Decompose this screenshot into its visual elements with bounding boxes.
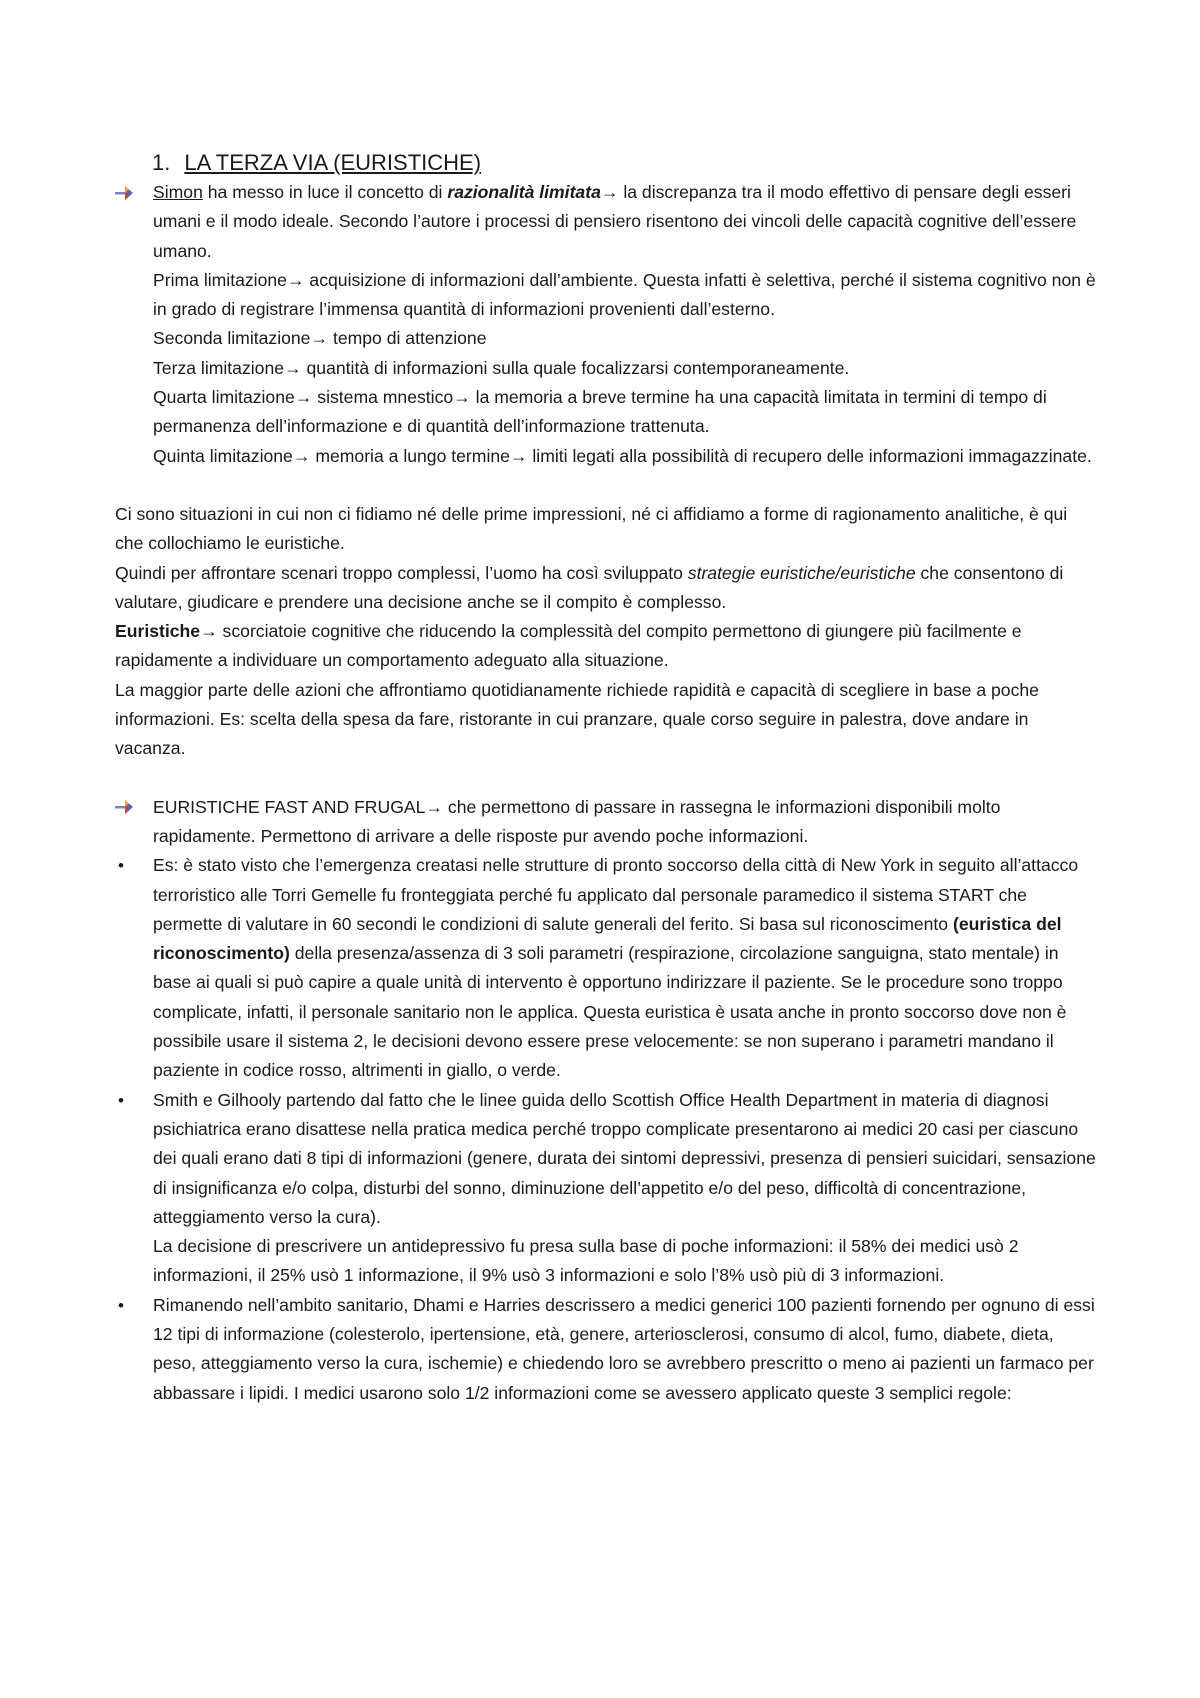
euristica-riconoscimento-term: (euristica del riconoscimento) <box>153 913 1062 964</box>
strategie-euristiche-term: strategie euristiche/euristiche <box>687 562 916 583</box>
fast-frugal-paragraph: EURISTICHE FAST AND FRUGAL→ che permettono di passare in rassegna le informazioni disponibili molto rapidamente. Permettono di arrivare a delle risposte pur avendo poche informazioni. <box>153 796 1001 846</box>
limitation-2: Seconda limitazione→ tempo di attenzione <box>153 328 487 349</box>
limitation-1: Prima limitazione→ acquisizione di informazioni dall’ambiente. Questa infatti è selettiva, perché il sistema cognitivo non è in grado di registrare l’immensa quantità di informazioni provenienti dall’esterno. <box>153 269 1096 320</box>
text-span: → la discrepanza tra il modo effettivo di pensare degli esseri umani e il modo ideale. Secondo l’autore i processi di pensiero risentono dei vincoli delle capacità cognitive dell’essere umano. <box>153 182 1077 261</box>
heading-title: LA TERZA VIA (EURISTICHE) <box>184 150 482 175</box>
arrow-right-icon <box>115 793 137 822</box>
limitation-5: Quinta limitazione→ memoria a lungo termine→ limiti legati alla possibilità di recupero delle informazioni immagazzinate. <box>153 445 1092 466</box>
smith-gilhooly-paragraph: Smith e Gilhooly partendo dal fatto che le linee guida dello Scottish Office Health Department in materia di diagnosi psichiatrica erano disattese nella pratica medica perché troppo complicate presentarono ai medici 20 casi per ciascuno dei quali erano dati 8 tipi di informazioni (genere, durata dei sintomi depressivi, presenza di pensieri suicidari, sensazione di insignificanza e/o colpa, disturbi del sonno, diminuzione dell’appetito e/o del peso, difficoltà di concentrazione, atteggiamento verso la cura). <box>153 1089 1096 1227</box>
bullet-item-new-york <box>115 851 1100 1085</box>
bullet-icon: • <box>118 856 124 876</box>
euristiche-term: Euristiche <box>115 621 201 642</box>
list-item-simon <box>115 178 1100 471</box>
antidepressivo-paragraph: La decisione di prescrivere un antidepressivo fu presa sulla base di poche informazioni: il 58% dei medici usò 2 informazioni, il 25% usò 1 informazione, il 9% usò 3 informazioni e solo l’8% usò più di 3 informazioni. <box>153 1236 1019 1286</box>
limitation-3: Terza limitazione→ quantità di informazioni sulla quale focalizzarsi contemporaneamente. <box>153 357 850 378</box>
daily-actions-paragraph: La maggior parte delle azioni che affrontiamo quotidianamente richiede rapidità e capacità di scegliere in base a poche informazioni. Es: scelta della spesa da fare, ristorante in cui pranzare, quale corso seguire in palestra, dove andare in vacanza. <box>115 679 1039 759</box>
document-body <box>115 178 1100 1408</box>
limitation-4: Quarta limitazione→ sistema mnestico→ la memoria a breve termine ha una capacità limitata in termini di tempo di permanenza dell’informazione e di quantità dell’informazione trattenuta. <box>153 387 1047 437</box>
heading-number: 1. <box>152 150 171 175</box>
section-heading <box>152 148 481 178</box>
intro-block <box>115 500 1100 764</box>
text-span: della presenza/assenza di 3 soli parametri (respirazione, circolazione sanguigna, stato mentale) in base ai quali si può capire a quale unità di intervento è opportuno indirizzare il paziente. Se le procedure sono troppo complicate, infatti, il personale sanitario non le applica. Questa euristica è usata anche in pronto soccorso dove non è possibile usare il sistema 2, le decisioni devono essere prese velocemente: se non superano i parametri mandano il paziente in codice rosso, altrimenti in giallo, o verde. <box>153 943 1067 1081</box>
text-span: Quindi per affrontare scenari troppo complessi, l’uomo ha così sviluppato <box>115 562 688 583</box>
bullet-item-smith-gilhooly <box>115 1086 1100 1291</box>
new-york-paragraph <box>153 851 1100 1085</box>
razionalita-limitata-term: razionalità limitata <box>447 182 601 202</box>
dhami-harries-paragraph: Rimanendo nell’ambito sanitario, Dhami e Harries descrissero a medici generici 100 pazienti fornendo per ognuno di essi 12 tipi di informazione (colesterolo, ipertensione, età, genere, arteriosclerosi, consumo di alcol, fumo, diabete, dieta, peso, atteggiamento verso la cura, ischemie) e chiedendo loro se avrebbero prescritto o meno ai pazienti un farmaco per abbassare i lipidi. I medici usarono solo 1/2 informazioni come se avessero applicato queste 3 semplici regole: <box>153 1294 1095 1403</box>
bullet-item-dhami-harries <box>115 1291 1100 1408</box>
text-span: Es: è stato visto che l’emergenza creatasi nelle strutture di pronto soccorso della città di New York in seguito all’attacco terroristico alle Torri Gemelle fu fronteggiata perché fu applicato dal personale paramedico il sistema START che permette di valutare in 60 secondi le condizioni di salute generali del ferito. Si basa sul riconoscimento <box>153 855 1079 934</box>
strategies-paragraph <box>115 559 1100 618</box>
bullet-icon: • <box>118 1295 124 1315</box>
list-item-fast-frugal <box>115 793 1100 852</box>
simon-paragraph <box>153 178 1100 266</box>
spacer <box>115 764 1100 793</box>
simon-name: Simon <box>153 182 203 202</box>
text-span: → scorciatoie cognitive che riducendo la complessità del compito permettono di giungere più facilmente e rapidamente a individuare un comportamento adeguato alla situazione. <box>115 621 1022 671</box>
bullet-icon: • <box>118 1090 124 1110</box>
spacer <box>115 471 1100 500</box>
euristiche-definition <box>115 617 1100 676</box>
text-span: ha messo in luce il concetto di <box>202 182 448 202</box>
situations-paragraph: Ci sono situazioni in cui non ci fidiamo né delle prime impressioni, né ci affidiamo a forme di ragionamento analitiche, è qui che collochiamo le euristiche. <box>115 503 1068 554</box>
text-span: che consentono di valutare, giudicare e prendere una decisione anche se il compito è complesso. <box>115 562 1064 612</box>
arrow-right-icon <box>115 178 137 207</box>
